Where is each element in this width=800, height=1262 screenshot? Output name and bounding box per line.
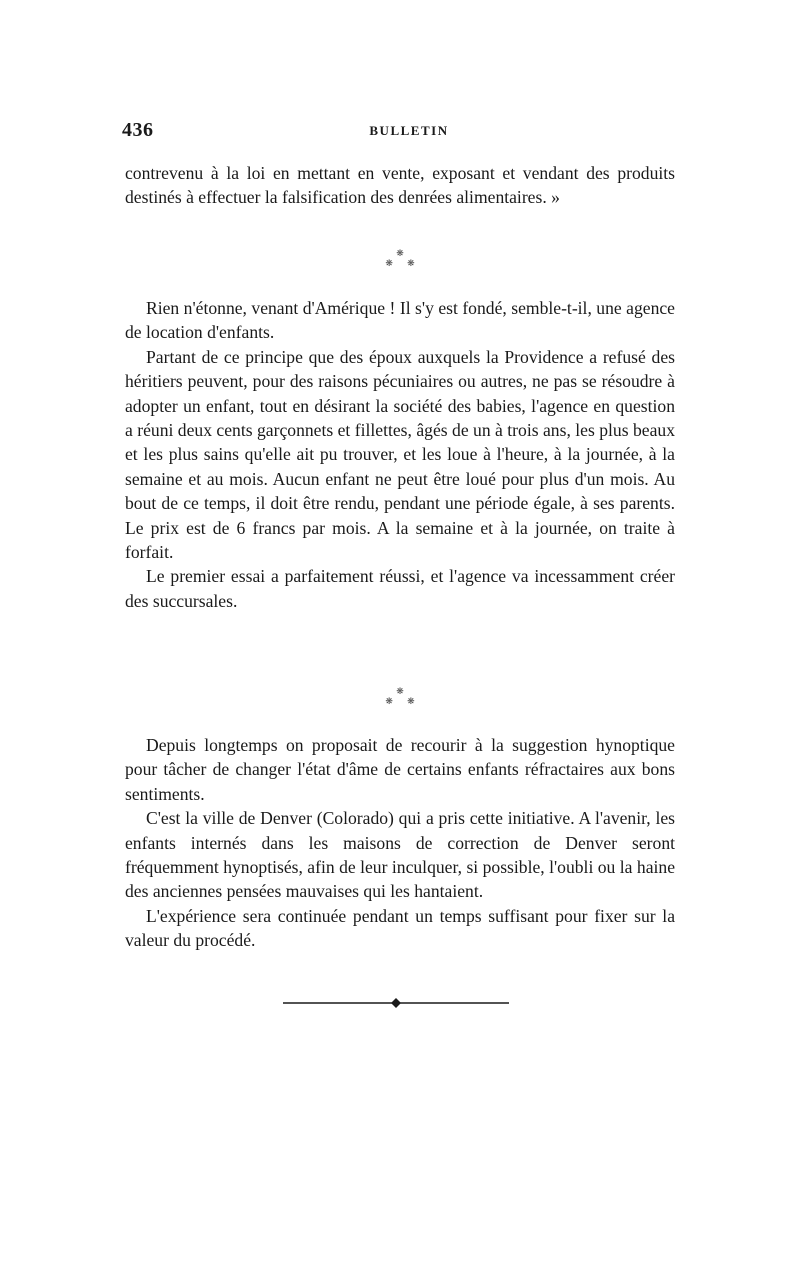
- asterism-divider: [0, 686, 800, 706]
- end-ornament-rule: [283, 997, 509, 1009]
- paragraph: contrevenu à la loi en mettant en vente, exposant et vendant des produits destinés à effectuer la falsification des denrées alimentaires. »: [125, 163, 675, 208]
- paragraph: Rien n'étonne, venant d'Amérique ! Il s'y est fondé, semble-t-il, une agence de location d'enfants.: [125, 298, 675, 343]
- asterism-bottom-glyphs: ❋ ❋: [385, 258, 421, 268]
- paragraph: Partant de ce principe que des époux auxquels la Providence a refusé des héritiers peuvent, pour des raisons pécuniaires ou autres, ne pas se résoudre à adopter un enfant, tout en désirant la société des babies, l'agence en question a réuni deux cents garçonnets et fillettes, âgés de un à trois ans, les plus beaux et les plus sains qu'elle ait pu trouver, et les loue à l'heure, à la journée, à la semaine et au mois. Aucun enfant ne peut être loué pour plus d'un mois. Au bout de ce temps, il doit être rendu, pendant une période égale, à ses parents. Le prix est de 6 francs par mois. A la semaine et à la journée, on traite à forfait.: [125, 346, 675, 563]
- page-number: 436: [122, 119, 154, 141]
- running-title: BULLETIN: [369, 123, 449, 138]
- section-3-text: [125, 733, 675, 953]
- paragraph: Depuis longtemps on proposait de recourir à la suggestion hynoptique pour tâcher de changer l'état d'âme de certains enfants réfractaires aux bons sentiments.: [125, 735, 675, 804]
- section-1-text: [125, 161, 675, 210]
- paragraph: Le premier essai a parfaitement réussi, et l'agence va incessamment créer des succursales.: [125, 566, 675, 611]
- diamond-icon: [391, 998, 401, 1008]
- asterism-top-glyph: ❋: [396, 248, 404, 258]
- asterism-divider: [0, 248, 800, 268]
- paragraph: C'est la ville de Denver (Colorado) qui a pris cette initiative. A l'avenir, les enfants internés dans les maisons de correction de Denver seront fréquemment hynoptisés, afin de leur inculquer, si possible, l'oubli ou la haine des anciennes pensées mauvaises qui les hantaient.: [125, 808, 675, 902]
- asterism-bottom-glyphs: ❋ ❋: [385, 696, 421, 706]
- section-2-text: [125, 296, 675, 613]
- paragraph: L'expérience sera continuée pendant un temps suffisant pour fixer sur la valeur du procédé.: [125, 905, 675, 951]
- asterism-top-glyph: ❋: [396, 686, 404, 696]
